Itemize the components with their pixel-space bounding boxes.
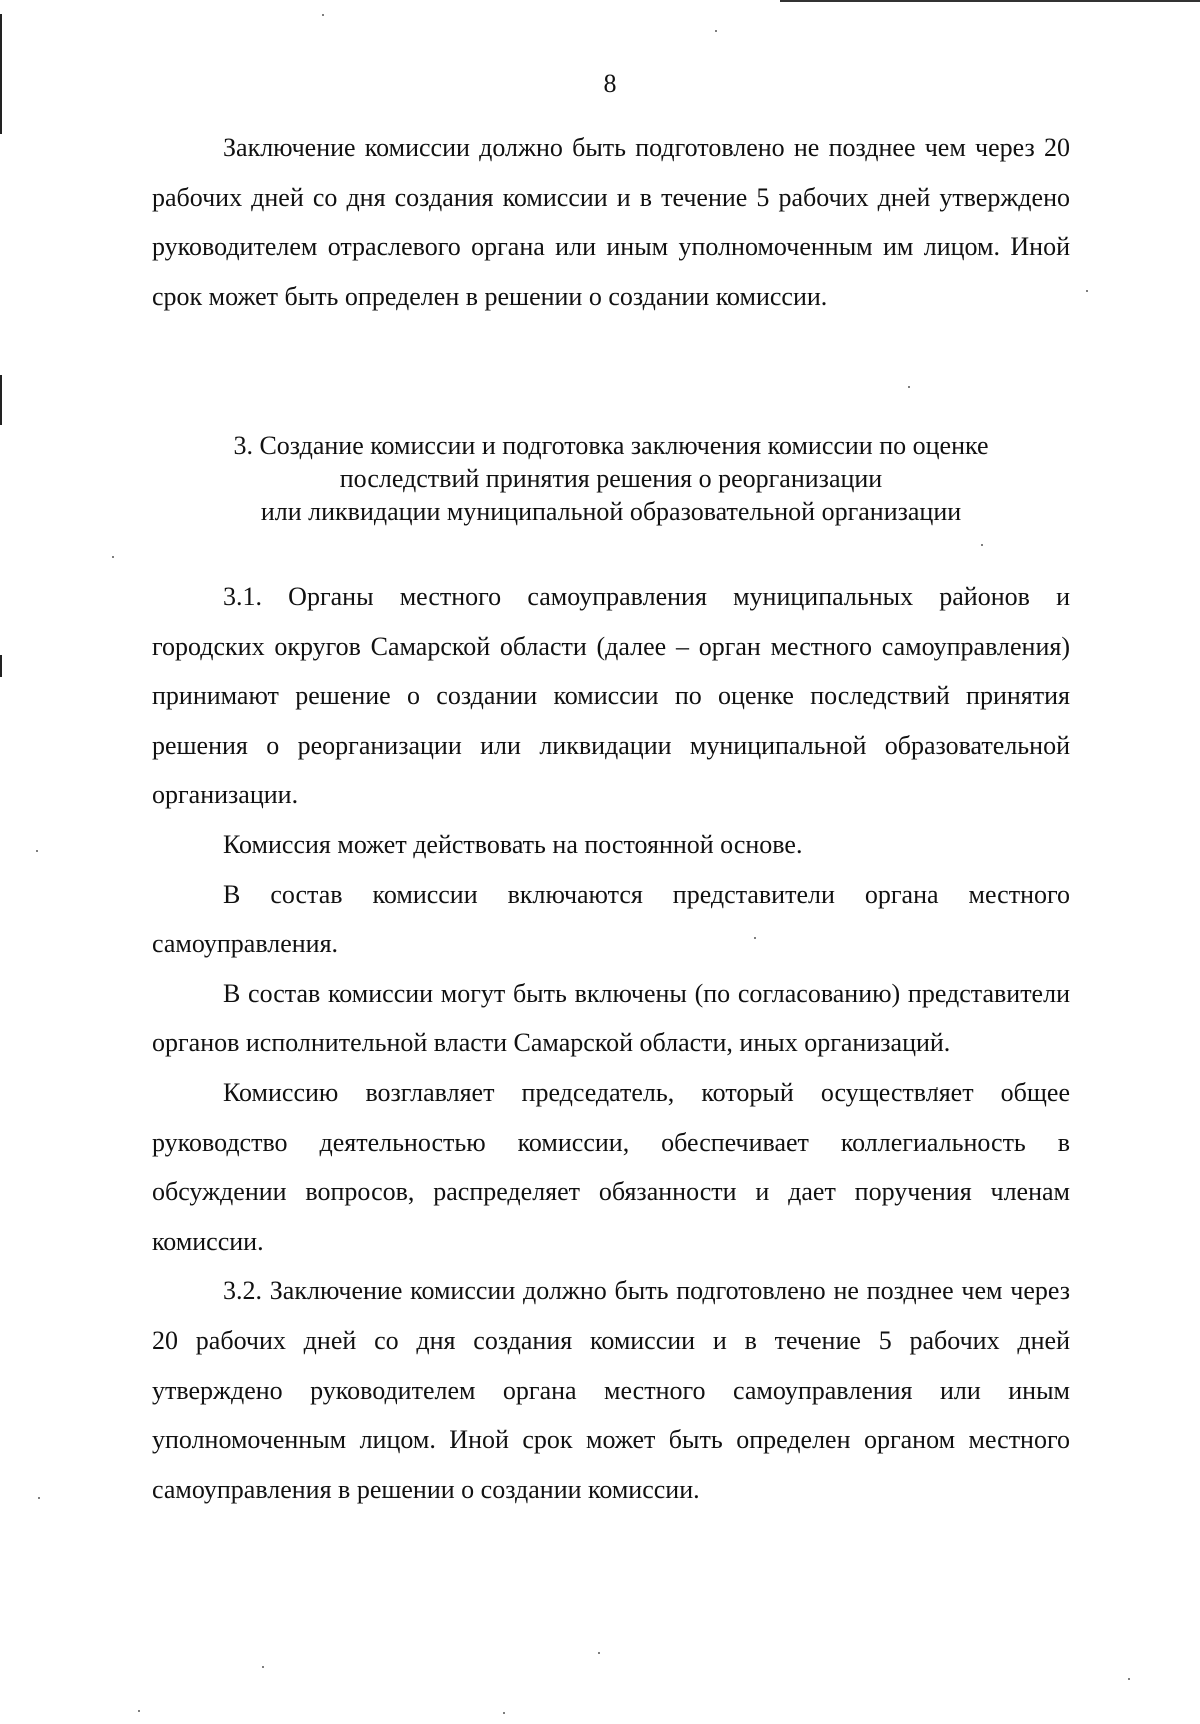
intro-block	[152, 123, 1070, 321]
paragraph-3-1: 3.1. Органы местного самоуправления муниципальных районов и городских округов Самарской области (далее – орган местного самоуправления) принимают решение о создании комиссии по оценке последствий принятия решения о реорганизации или ликвидации муниципальной образовательной организации.	[152, 582, 1070, 810]
scan-speck	[1086, 290, 1088, 292]
paragraph-permanent-basis: Комиссия может действовать на постоянной основе.	[223, 829, 803, 859]
scan-speck	[715, 30, 717, 32]
page-number: 8	[603, 69, 617, 98]
paragraph-composition-optional: В состав комиссии могут быть включены (по согласованию) представители органов исполнительной власти Самарской области, иных организаций.	[152, 978, 1070, 1058]
scan-speck	[503, 1712, 505, 1714]
section-heading-line: 3. Создание комиссии и подготовка заключения комиссии по оценке	[233, 431, 989, 460]
scan-speck	[1128, 1678, 1130, 1680]
section-body	[152, 572, 1070, 1514]
paragraph-3-2: 3.2. Заключение комиссии должно быть подготовлено не позднее чем через 20 рабочих дней со дня создания комиссии и в течение 5 рабочих дней утверждено руководителем органа местного самоуправления или иным уполномоченным лицом. Иной срок может быть определен органом местного самоуправления в решении о создании комиссии.	[152, 1276, 1070, 1504]
section-heading	[152, 429, 1070, 528]
section-heading-line: последствий принятия решения о реорганизации	[339, 464, 883, 493]
scan-speck	[322, 14, 324, 16]
scan-speck	[598, 1652, 600, 1654]
paragraph-composition: В состав комиссии включаются представители органа местного самоуправления.	[152, 879, 1070, 959]
scan-speck	[908, 386, 910, 388]
scan-speck	[112, 556, 114, 558]
intro-paragraph: Заключение комиссии должно быть подготовлено не позднее чем через 20 рабочих дней со дня создания комиссии и в течение 5 рабочих дней утверждено руководителем отраслевого органа или иным уполномоченным им лицом. Иной срок может быть определен в решении о создании комиссии.	[152, 133, 1070, 311]
scan-edge-mark	[0, 655, 2, 677]
scan-speck	[138, 1710, 140, 1712]
scan-edge-mark	[0, 375, 2, 425]
scan-speck	[262, 1666, 264, 1668]
scan-speck	[36, 850, 38, 852]
paragraph-chairman: Комиссию возглавляет председатель, который осуществляет общее руководство деятельностью комиссии, обеспечивает коллегиальность в обсуждении вопросов, распределяет обязанности и дает поручения членам комиссии.	[152, 1077, 1070, 1256]
section-heading-line: или ликвидации муниципальной образовательной организации	[260, 497, 962, 526]
scan-top-rule	[780, 0, 1200, 2]
scan-speck	[981, 544, 983, 546]
scan-speck	[38, 1497, 40, 1499]
